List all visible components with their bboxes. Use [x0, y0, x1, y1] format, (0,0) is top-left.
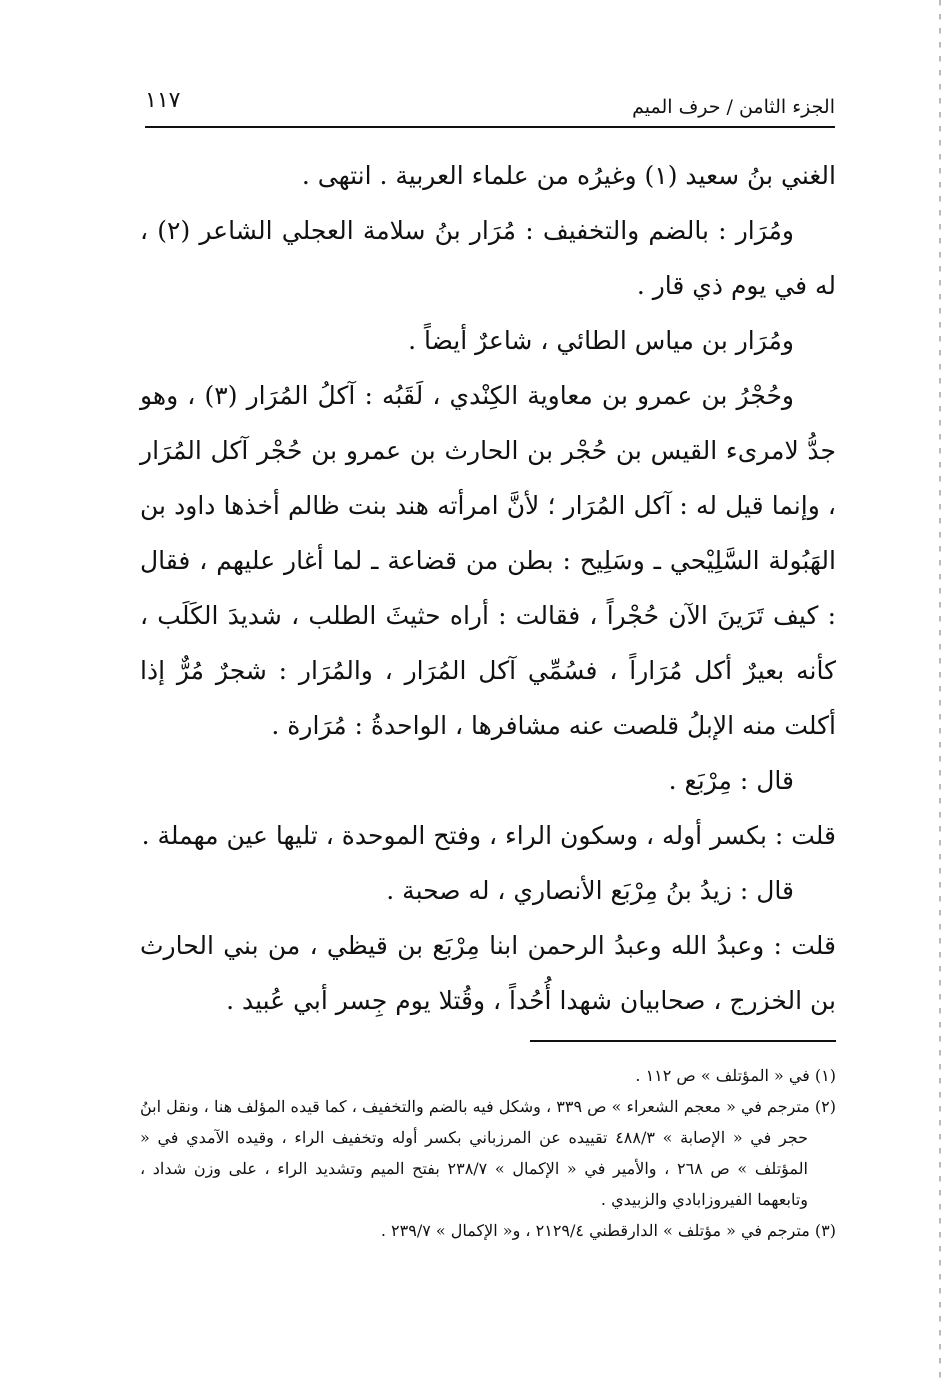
paragraph: ومُرَار بن مياس الطائي ، شاعرٌ أيضاً . — [408, 326, 794, 355]
footnote: (٢) مترجم في « معجم الشعراء » ص ٣٣٩ ، وشكل فيه بالضم والتخفيف ، كما قيده المؤلف هنا ، ونقل ابنُ حجر في « الإصابة » ٤٨٨/٣ تقييده عن المرزباني بكسر أوله وتخفيف الراء ، وقيده الآمدي في « المؤتلف » ص ٢٦٨ ، والأمير في « الإكمال » ٢٣٨/٧ بفتح الميم وتشديد الراء ، على وزن شداد ، وتابعهما الفيروزابادي والزبيدي . — [140, 1097, 836, 1209]
paragraph: قال : مِرْبَع . — [668, 766, 794, 795]
main-text — [140, 148, 836, 1028]
paragraph: قلت : بكسر أوله ، وسكون الراء ، وفتح الموحدة ، تليها عين مهملة . — [141, 821, 836, 850]
page-number: ١١٧ — [145, 88, 181, 113]
paragraph: ومُرَار : بالضم والتخفيف : مُرَار بنُ سلامة العجلي الشاعر (٢) ، له في يوم ذي قار . — [140, 216, 836, 300]
page-header — [145, 82, 835, 122]
footnote: (٣) مترجم في « مؤتلف » الدارقطني ٢١٢٩/٤ ، و« الإكمال » ٢٣٩/٧ . — [380, 1221, 836, 1240]
footnotes — [140, 1060, 836, 1246]
paragraph: قال : زيدُ بنُ مِرْبَع الأنصاري ، له صحبة . — [386, 876, 794, 905]
paragraph: الغني بنُ سعيد (١) وغيرُه من علماء العربية . انتهى . — [301, 161, 836, 190]
footnote-rule — [530, 1040, 836, 1042]
running-head: الجزء الثامن / حرف الميم — [632, 96, 835, 118]
footnote: (١) في « المؤتلف » ص ١١٢ . — [635, 1066, 836, 1085]
paragraph: وحُجْرُ بن عمرو بن معاوية الكِنْدي ، لَقَبُه : آكلُ المُرَار (٣) ، وهو جدُّ لامرىء القيس بن حُجْر بن الحارث بن عمرو بن حُجْر آكل المُرَار ، وإنما قيل له : آكل المُرَار ؛ لأنَّ امرأته هند بنت ظالم أخذها داود بن الهَبُولة السَّلِيْحي ـ وسَلِيح : بطن من قضاعة ـ لما أغار عليهم ، فقال : كيف تَرَينَ الآن حُجْراً ، فقالت : أراه حثيثَ الطلب ، شديدَ الكَلَب ، كأنه بعيرٌ أكل مُرَاراً ، فسُمِّي آكل المُرَار ، والمُرَار : شجرٌ مُرٌّ إذا أكلت منه الإبلُ قلصت عنه مشافرها ، الواحدةُ : مُرَارة . — [140, 381, 836, 740]
paragraph: قلت : وعبدُ الله وعبدُ الرحمن ابنا مِرْبَع بن قيظي ، من بني الحارث بن الخزرج ، صحابيان شهدا أُحُداً ، وقُتلا يوم جِسر أبي عُبيد . — [140, 931, 836, 1015]
header-rule — [145, 126, 835, 128]
page-edge-dots — [939, 0, 941, 1378]
